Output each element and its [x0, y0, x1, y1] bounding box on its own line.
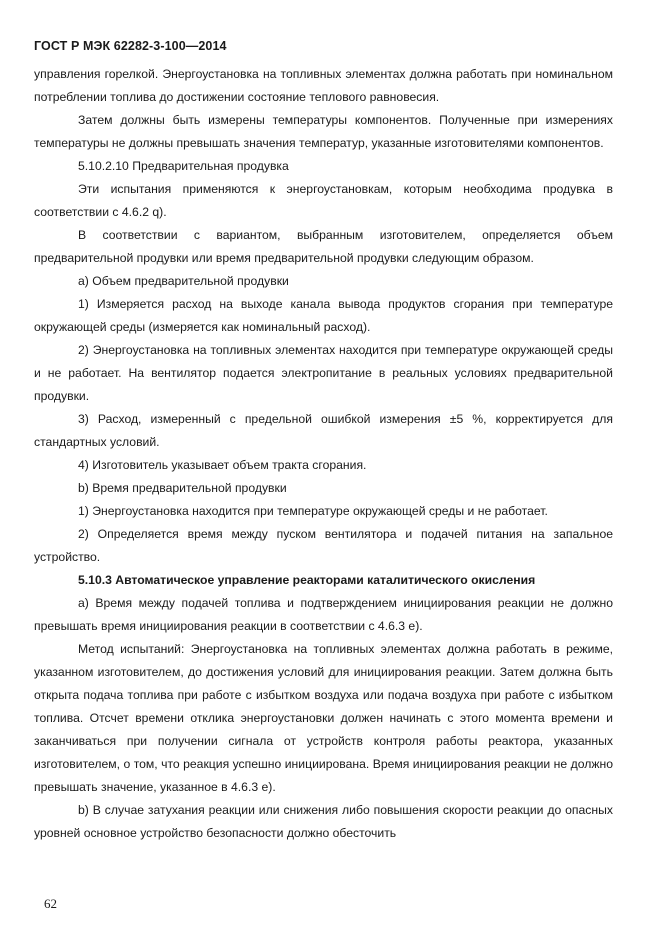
document-header: ГОСТ Р МЭК 62282-3-100—2014	[34, 39, 227, 53]
list-item-a3: 3) Расход, измеренный с предельной ошибкой измерения ±5 %, корректируется для стандартных условий.	[34, 412, 613, 449]
document-body	[34, 63, 613, 845]
list-item-a: а) Объем предварительной продувки	[78, 274, 289, 288]
list-item-a1: 1) Измеряется расход на выходе канала вывода продуктов сгорания при температуре окружающей среды (измеряется как номинальный расход).	[34, 297, 613, 334]
section-heading-5-10-2-10: 5.10.2.10 Предварительная продувка	[78, 159, 289, 173]
paragraph: Затем должны быть измерены температуры компонентов. Полученные при измерениях температуры не должны превышать значения температур, указанные изготовителями компонентов.	[34, 113, 613, 150]
list-item-a2: 2) Энергоустановка на топливных элементах находится при температуре окружающей среды и не работает. На вентилятор подается электропитание в реальных условиях предварительной продувки.	[34, 343, 613, 403]
list-item-a4: 4) Изготовитель указывает объем тракта сгорания.	[78, 458, 367, 472]
paragraph: В соответствии с вариантом, выбранным изготовителем, определяется объем предварительной продувки или время предварительной продувки следующим образом.	[34, 228, 613, 265]
paragraph-test-method: Метод испытаний: Энергоустановка на топливных элементах должна работать в режиме, указанном изготовителем, до достижения условий для инициирования реакции. Затем должна быть открыта подача топлива при работе с избытком воздуха или подача воздуха при работе с избытком топлива. Отсчет времени отклика энергоустановки должен начинать с этого момента времени и заканчиваться при получении сигнала от устройств контроля работы реактора, указанных изготовителем, о том, что реакция успешно инициирована. Время инициирования реакции не должно превышать значение, указанное в 4.6.3 е).	[34, 642, 613, 794]
page-number: 62	[44, 896, 57, 911]
list-item-b1: 1) Энергоустановка находится при температуре окружающей среды и не работает.	[78, 504, 548, 518]
list-item-b2: 2) Определяется время между пуском вентилятора и подачей питания на запальное устройство.	[34, 527, 613, 564]
paragraph-continuation: управления горелкой. Энергоустановка на топливных элементах должна работать при номинальном потреблении топлива до достижении состояние теплового равновесия.	[34, 67, 613, 104]
paragraph: Эти испытания применяются к энергоустановкам, которым необходима продувка в соответствии с 4.6.2 q).	[34, 182, 613, 219]
list-item-b: b) Время предварительной продувки	[78, 481, 287, 495]
list-item-a: а) Время между подачей топлива и подтверждением инициирования реакции не должно превышать время инициирования реакции в соответствии с 4.6.3 е).	[34, 596, 613, 633]
list-item-b: b) В случае затухания реакции или снижения либо повышения скорости реакции до опасных уровней основное устройство безопасности должно обесточить	[34, 803, 613, 840]
section-heading-5-10-3: 5.10.3 Автоматическое управление реакторами каталитического окисления	[78, 573, 536, 587]
